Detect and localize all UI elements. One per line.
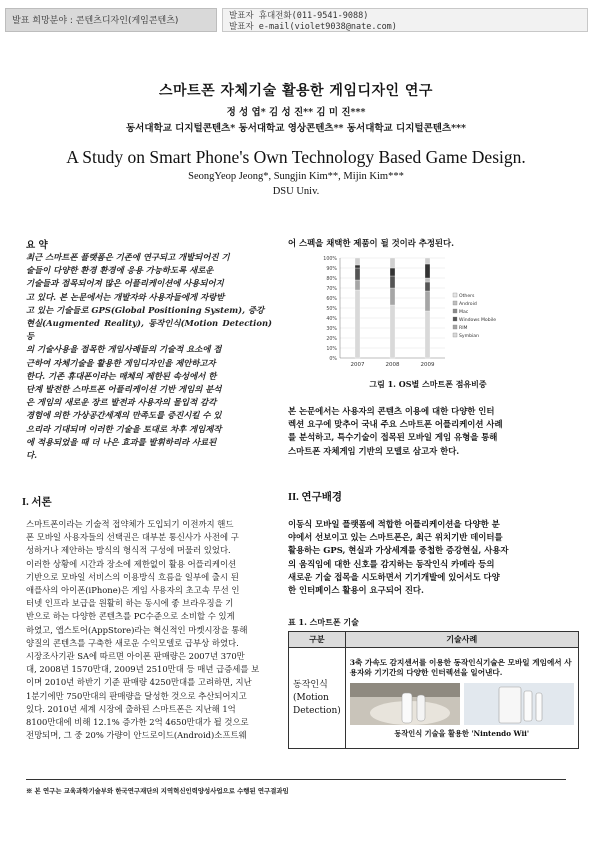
abstract-line: 의 기술사용을 접목한 게임사례들의 기술적 요소에 접 (26, 344, 222, 355)
bar-segment (355, 258, 360, 265)
presenter-phone-text: 발표자 휴대전화(011-9541-9088) (229, 11, 369, 21)
section1-line: 스마트폰이라는 기술적 접약체가 도입되기 이전까지 핸드 (26, 519, 234, 529)
abstract-line: 으리라 기대되며 이러한 기술을 토대로 차후 게임제작 (26, 423, 222, 434)
right-paragraph-1 (288, 405, 568, 458)
abstract-line: 최근 스마트폰 플랫폼은 기존에 연구되고 개발되어진 기 (26, 252, 230, 262)
section1-line: 대, 2008년 1570만대, 2009년 2510만대 등 매년 급증세를 보 (26, 664, 260, 675)
x-tick-label: 2008 (385, 362, 400, 368)
legend-label: Mac (459, 310, 469, 315)
table-header-row (289, 632, 579, 648)
figure1-caption: 그림 1. OS별 스마트폰 점유비중 (369, 379, 487, 389)
section1-line: 애플사의 아이폰(iPhone)은 게임 사용자의 초고속 무선 인 (26, 585, 240, 596)
abstract-line: 현실(Augmented Reality), 동작인식(Motion Detection)등 (26, 318, 272, 342)
y-tick-label: 70% (326, 287, 337, 292)
legend-swatch (453, 333, 457, 337)
x-tick-label: 2009 (420, 362, 435, 368)
abstract-heading: 요 약 (26, 240, 48, 251)
abstract-line: 단계 발전한 스마트폰 어플리케이션 기반 게임의 분석 (26, 384, 222, 395)
affiliation-english: DSU Univ. (272, 186, 320, 197)
section1-line: 이러한 상황에 시간과 장소에 제한없이 활용 어플리케이션 (26, 558, 237, 569)
y-tick-label: 10% (326, 347, 337, 352)
y-tick-label: 100% (323, 257, 337, 262)
y-tick-label: 0% (329, 357, 337, 362)
y-tick-label: 50% (326, 307, 337, 312)
bar-segment (390, 258, 395, 268)
bar-segment (425, 278, 430, 282)
legend-label: Android (459, 302, 477, 307)
bar-segment (425, 282, 430, 291)
submission-field-text: 발표 희망분야 : 콘텐츠디자인(게임콘텐츠) (12, 16, 179, 26)
abstract-line: 고 있는 기술들로 GPS(Global Positioning System), 증강 (26, 304, 265, 315)
legend-swatch (453, 309, 457, 313)
table-row-label: 동작인식 (Motion Detection) (289, 648, 346, 749)
bar-segment (355, 280, 360, 290)
section1-line: 8100만대에 비해 12.1% 증가한 2억 4650만대가 될 것으로 (26, 717, 249, 728)
table-col-category: 구분 (289, 632, 346, 648)
section1-line: 하였고, 앱스토어(AppStore)라는 혁신적인 마켓시장을 통해 (26, 624, 248, 635)
abstract-line: 에 적용되었을 때 더 나은 효과를 발휘하리라 사료된 (26, 436, 217, 447)
section2-line: 의 움직임에 대한 신호를 감지하는 동작인식 카메라 등의 (288, 558, 495, 569)
table-row-text: 3축 가속도 감지센서를 이용한 동작인식기술은 모바일 게임에서 사용자와 기기간의 다양한 인터렉션을 일어낸다. (349, 657, 572, 677)
os-share-chart (300, 252, 530, 377)
wii-remote-photo (350, 683, 460, 725)
affiliation-korean: 동서대학교 디지털콘텐츠* 동서대학교 영상콘텐츠** 동서대학교 디지털콘텐츠*** (125, 123, 466, 134)
paper-title-english: A Study on Smart Phone's Own Technology Based Game Design. (66, 147, 526, 167)
bar-segment (355, 268, 360, 280)
section2-line: 이동식 모바일 플랫폼에 적합한 어플리케이션을 다양한 분 (288, 519, 500, 529)
submission-field-box (5, 8, 217, 32)
section1-line: 양질의 콘텐츠를 구축한 새로운 수익모델로 급부상 하였다. (26, 637, 239, 648)
x-tick-label: 2007 (350, 362, 365, 368)
section2-line: 야에서 선보이고 있는 스마트폰은, 최근 위치기반 데이터를 (288, 532, 503, 543)
table-row (289, 648, 579, 749)
legend-swatch (453, 301, 457, 305)
bar-segment (390, 268, 395, 276)
legend-swatch (453, 317, 457, 321)
abstract-line: 고 있다. 본 논문에서는 개발자와 사용자들에게 자랑받 (26, 291, 225, 302)
authors-korean: 정 성 엽* 김 성 진** 김 미 진*** (226, 107, 366, 118)
section2-body (288, 518, 568, 597)
section1-line: 폰 모바일 사용자들의 선택권은 대부분 통신사가 사전에 구 (26, 532, 239, 543)
section1-line: 기반으로 모바일 서비스의 이용방식 흐름을 일부에 출시 된 (26, 571, 239, 582)
legend-swatch (453, 325, 457, 329)
section2-line: 한 인터페이스 활용이 요구되어 진다. (288, 585, 424, 596)
table1-caption: 표 1. 스마트폰 기술 (288, 617, 359, 627)
table-image-caption: 동작인식 기술을 활용한 'Nintendo Wii' (394, 728, 530, 738)
abstract-body (26, 251, 272, 462)
y-tick-label: 60% (326, 297, 337, 302)
section2-line: 새로운 기술 접목을 시도하면서 기기개발에 있어서도 다양 (288, 571, 500, 582)
paper-title-korean: 스마트폰 자체기술 활용한 게임디자인 연구 (159, 83, 433, 99)
bar-segment (425, 264, 430, 278)
section1-line: 성하거나 제안하는 방식의 형식적 구성에 머물러 있었다. (26, 545, 231, 556)
y-tick-label: 80% (326, 277, 337, 282)
wii-image-strip (350, 683, 574, 725)
section1-line: 시장조사기관 SA에 따르면 아이폰 판매량은 2007년 370만 (26, 651, 245, 662)
legend-label: Others (459, 294, 475, 299)
section2-line: 활용하는 GPS, 현실과 가상세계를 중첩한 증강현실, 사용자 (288, 545, 509, 556)
abstract-line: 술들이 다양한 환경 환경에 응용 가능하도록 새로운 (26, 265, 214, 276)
legend-label: Windows Mobile (459, 318, 497, 323)
abstract-line: 기술들과 접목되어져 많은 어플리케이션에 사용되어지 (26, 278, 224, 289)
bar-segment (390, 288, 395, 305)
bar-segment (390, 276, 395, 288)
authors-english: SeongYeop Jeong*, Sungjin Kim**, Mijin Kim*** (188, 171, 404, 182)
right-para1-line: 렉션 요구에 맞추어 국내 주요 스마트폰 어플리케이션 사례 (288, 419, 503, 430)
section2-heading: II. 연구배경 (288, 492, 342, 503)
bar-segment (355, 265, 360, 268)
bar-segment (425, 291, 430, 311)
y-tick-label: 30% (326, 327, 337, 332)
presenter-email-text: 발표자 e-mail(violet9038@nate.com) (229, 21, 397, 32)
section1-line: 있다. 2010년 세계 시장에 출하된 스마트폰은 지난해 1억 (26, 703, 236, 714)
legend-swatch (453, 293, 457, 297)
abstract-line: 경험에 의한 가상공간세계의 만족도를 증진시킬 수 있 (26, 410, 222, 421)
presenter-contact-box (222, 8, 588, 32)
bar-segment (425, 258, 430, 264)
wii-console-photo (464, 683, 574, 725)
footnote-divider (26, 779, 566, 780)
y-tick-label: 90% (326, 267, 337, 272)
abstract-line: 근하여 자체기술을 활용한 게임디자인을 제안하고자 (26, 357, 216, 368)
right-intro-text: 어 스펙을 채택한 제품이 될 것이라 추정된다. (288, 238, 455, 248)
smartphone-tech-table (288, 631, 579, 749)
abstract-line: 은 게임의 새로운 장르 발전과 사용자의 몰입적 감각 (26, 397, 217, 408)
section1-line: 1분기에만 750만대의 판매량을 달성한 것으로 추산되어지고 (26, 690, 247, 701)
section1-line: 이며 2010년 하반기 기준 판매량 4250만대를 고려하면, 지난 (26, 677, 252, 688)
bar-segment (355, 290, 360, 358)
bar-segment (390, 305, 395, 358)
section1-body (26, 518, 272, 742)
table-row-content (345, 648, 578, 749)
table-col-examples: 기술사례 (345, 632, 578, 648)
legend-label: Symbian (459, 334, 480, 339)
section1-line: 터넷 인프라 보급을 원활히 하는 동시에 좋 브라우징을 기 (26, 598, 234, 609)
right-para1-line: 를 분석하고, 특수기술이 접목된 모바일 게임 유형을 통해 (288, 432, 498, 443)
footnote-text: ※ 본 연구는 교육과학기술부와 한국연구재단의 지역혁신인력양성사업으로 수행된 연구결과임 (26, 787, 289, 795)
abstract-line: 다. (26, 450, 38, 461)
bar-segment (425, 311, 430, 358)
right-para1-line: 본 논문에서는 사용자의 콘텐츠 이용에 대한 다양한 인터 (288, 406, 495, 416)
right-para1-line: 스마트폰 자체게임 기반의 모델로 삼고자 한다. (288, 445, 460, 456)
y-tick-label: 40% (326, 317, 337, 322)
legend-label: RIM (459, 326, 468, 331)
section1-heading: I. 서론 (22, 497, 52, 508)
section1-line: 전망되며, 그 중 20% 가량이 안드로이드(Android)소프트웨 (26, 730, 247, 741)
section1-line: 반으로 하는 다양한 콘텐츠를 PC수준으로 소비할 수 있게 (26, 611, 235, 622)
y-tick-label: 20% (326, 337, 337, 342)
abstract-line: 한다. 기존 휴대폰이라는 매체의 제한된 속성에서 한 (26, 370, 217, 381)
